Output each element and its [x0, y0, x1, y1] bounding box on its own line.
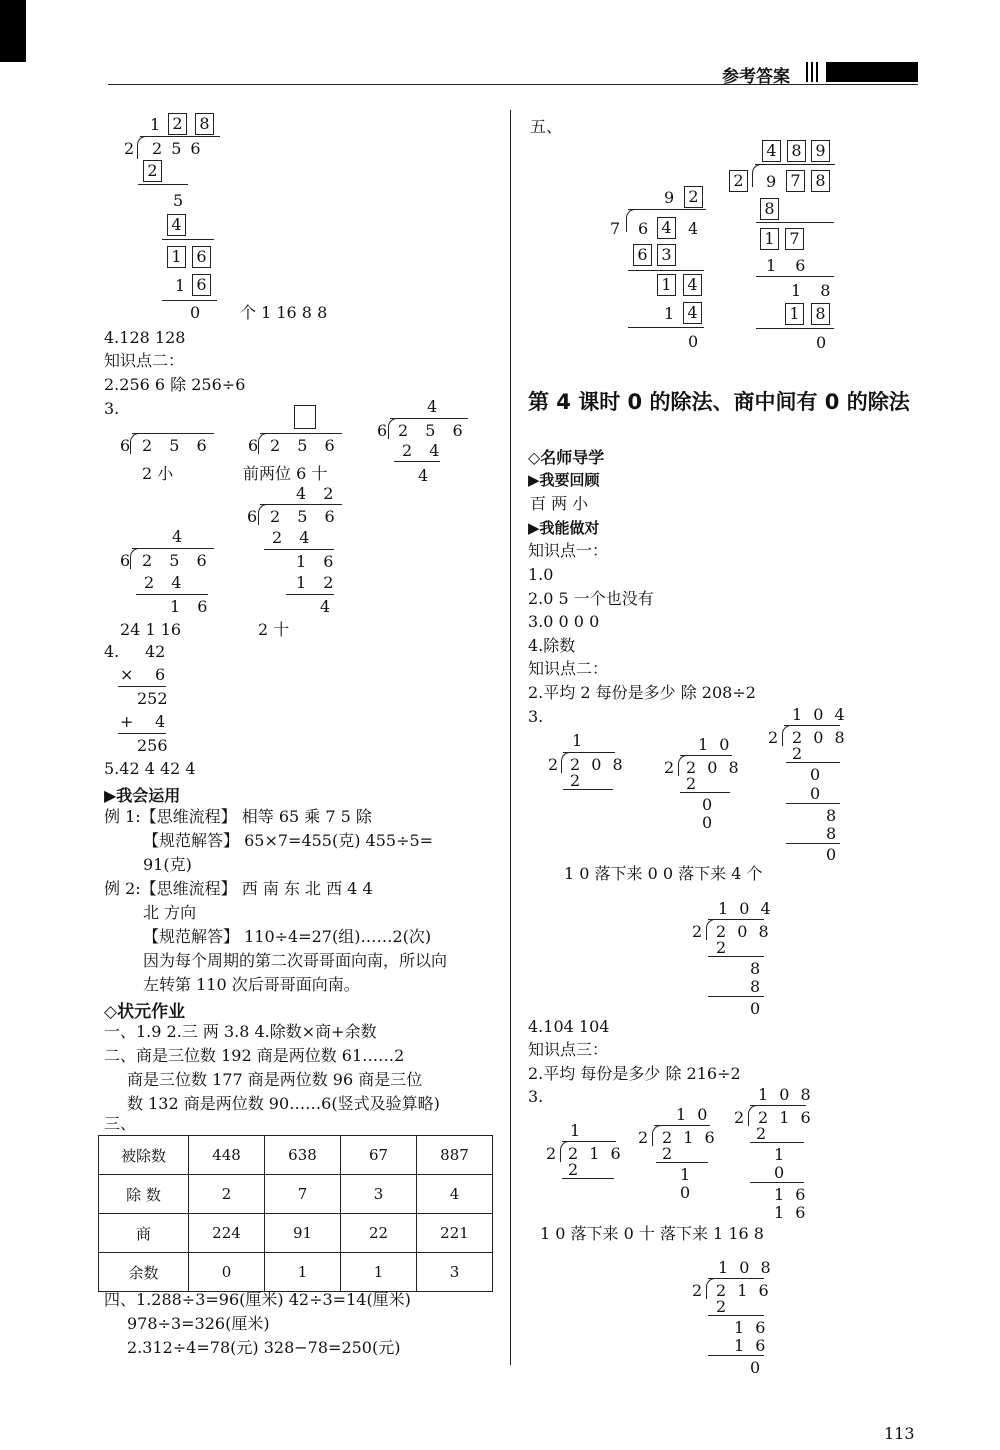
example-2d: 因为每个周期的第二次哥哥面向南，所以向	[143, 951, 448, 970]
answer-3-label: 3.	[104, 399, 120, 418]
example-1b: 【规范解答】 65×7=455(克) 455÷5=	[143, 831, 434, 850]
row-a-answers: 1 0 落下来 0 0 落下来 4 个	[564, 864, 763, 883]
homework-2a: 二、商是三位数 192 商是两位数 61……2	[104, 1046, 405, 1065]
table-cell: 1	[265, 1253, 341, 1292]
review-heading: ▶我要回顾	[528, 471, 600, 489]
table-cell: 商	[99, 1214, 189, 1253]
k-answer-7: 4.104 104	[528, 1017, 610, 1036]
table-cell: 3	[341, 1175, 417, 1214]
knowledge-point-2-right: 知识点二：	[528, 659, 609, 678]
answer-5: 5.42 4 42 4	[104, 759, 196, 778]
lesson-title: 第 4 课时 0 的除法、商中间有 0 的除法	[528, 390, 910, 414]
table-cell: 22	[341, 1214, 417, 1253]
table-cell: 4	[417, 1175, 493, 1214]
homework-2b: 商是三位数 177 商是两位数 96 商是三位	[127, 1070, 423, 1089]
answer-2: 2.256 6 除 256÷6	[104, 375, 246, 394]
knowledge-point-1: 知识点一：	[528, 541, 609, 560]
table-cell: 887	[417, 1136, 493, 1175]
review-answer: 百 两 小	[530, 494, 589, 513]
table-cell: 67	[341, 1136, 417, 1175]
answer-4: 4.128 128	[104, 328, 186, 347]
table-cell: 448	[189, 1136, 265, 1175]
knowledge-point-3: 知识点三：	[528, 1040, 609, 1059]
k-answer-6: 3.	[528, 707, 544, 726]
k-answer-9: 3.	[528, 1087, 544, 1106]
knowledge-point-2: 知识点二：	[104, 351, 185, 370]
table-row	[99, 1214, 493, 1253]
homework-2c: 数 132 商是两位数 90……6(竖式及验算略)	[127, 1094, 440, 1113]
table-cell: 0	[189, 1253, 265, 1292]
table-row	[99, 1253, 493, 1292]
corner-mark	[0, 0, 26, 62]
guide-heading: ◇名师导学	[528, 448, 605, 467]
table-cell: 3	[417, 1253, 493, 1292]
table-cell: 91	[265, 1214, 341, 1253]
apply-heading: ▶我会运用	[104, 786, 181, 805]
header-title: 参考答案	[722, 67, 790, 87]
k-answer-8: 2.平均 每份是多少 除 216÷2	[528, 1064, 741, 1083]
table-cell: 除 数	[99, 1175, 189, 1214]
table-cell: 余数	[99, 1253, 189, 1292]
k-answer-4: 4.除数	[528, 636, 576, 655]
example-2b: 北 方向	[143, 903, 197, 922]
column-divider	[510, 110, 511, 1365]
table-row	[99, 1136, 493, 1175]
table-cell: 224	[189, 1214, 265, 1253]
table-cell: 1	[341, 1253, 417, 1292]
example-2e: 左转第 110 次后哥哥面向南。	[143, 975, 360, 994]
cando-heading: ▶我能做对	[528, 519, 600, 537]
k-answer-2: 2.0 5 一个也没有	[528, 589, 654, 608]
k-answer-5: 2.平均 2 每份是多少 除 208÷2	[528, 683, 756, 702]
page-number: 113	[884, 1424, 915, 1443]
table-cell: 2	[189, 1175, 265, 1214]
table-cell: 221	[417, 1214, 493, 1253]
table-cell: 7	[265, 1175, 341, 1214]
example-2a: 例 2:【思维流程】 西 南 东 北 西 4 4	[104, 879, 373, 898]
table-cell: 被除数	[99, 1136, 189, 1175]
homework-4a: 四、1.288÷3=96(厘米) 42÷3=14(厘米)	[104, 1290, 411, 1309]
table-row	[99, 1175, 493, 1214]
answer-table	[98, 1135, 493, 1292]
k-answer-3: 3.0 0 0 0	[528, 612, 600, 631]
homework-4b: 978÷3=326(厘米)	[127, 1314, 270, 1333]
table-cell: 638	[265, 1136, 341, 1175]
homework-3: 三、	[104, 1114, 137, 1133]
homework-heading: ◇状元作业	[104, 1002, 186, 1022]
example-2c: 【规范解答】 110÷4=27(组)……2(次)	[143, 927, 432, 946]
section-five: 五、	[530, 117, 563, 136]
homework-1: 一、1.9 2.三 两 3.8 4.除数×商+余数	[104, 1022, 377, 1041]
homework-4c: 2.312÷4=78(元) 328−78=250(元)	[127, 1338, 401, 1357]
k-answer-1: 1.0	[528, 565, 554, 584]
example-1c: 91(克)	[143, 855, 192, 874]
example-1a: 例 1:【思维流程】 相等 65 乘 7 5 除	[104, 807, 372, 826]
header-rule	[108, 84, 918, 85]
row-b-answers: 1 0 落下来 0 十 落下来 1 16 8	[540, 1224, 764, 1243]
